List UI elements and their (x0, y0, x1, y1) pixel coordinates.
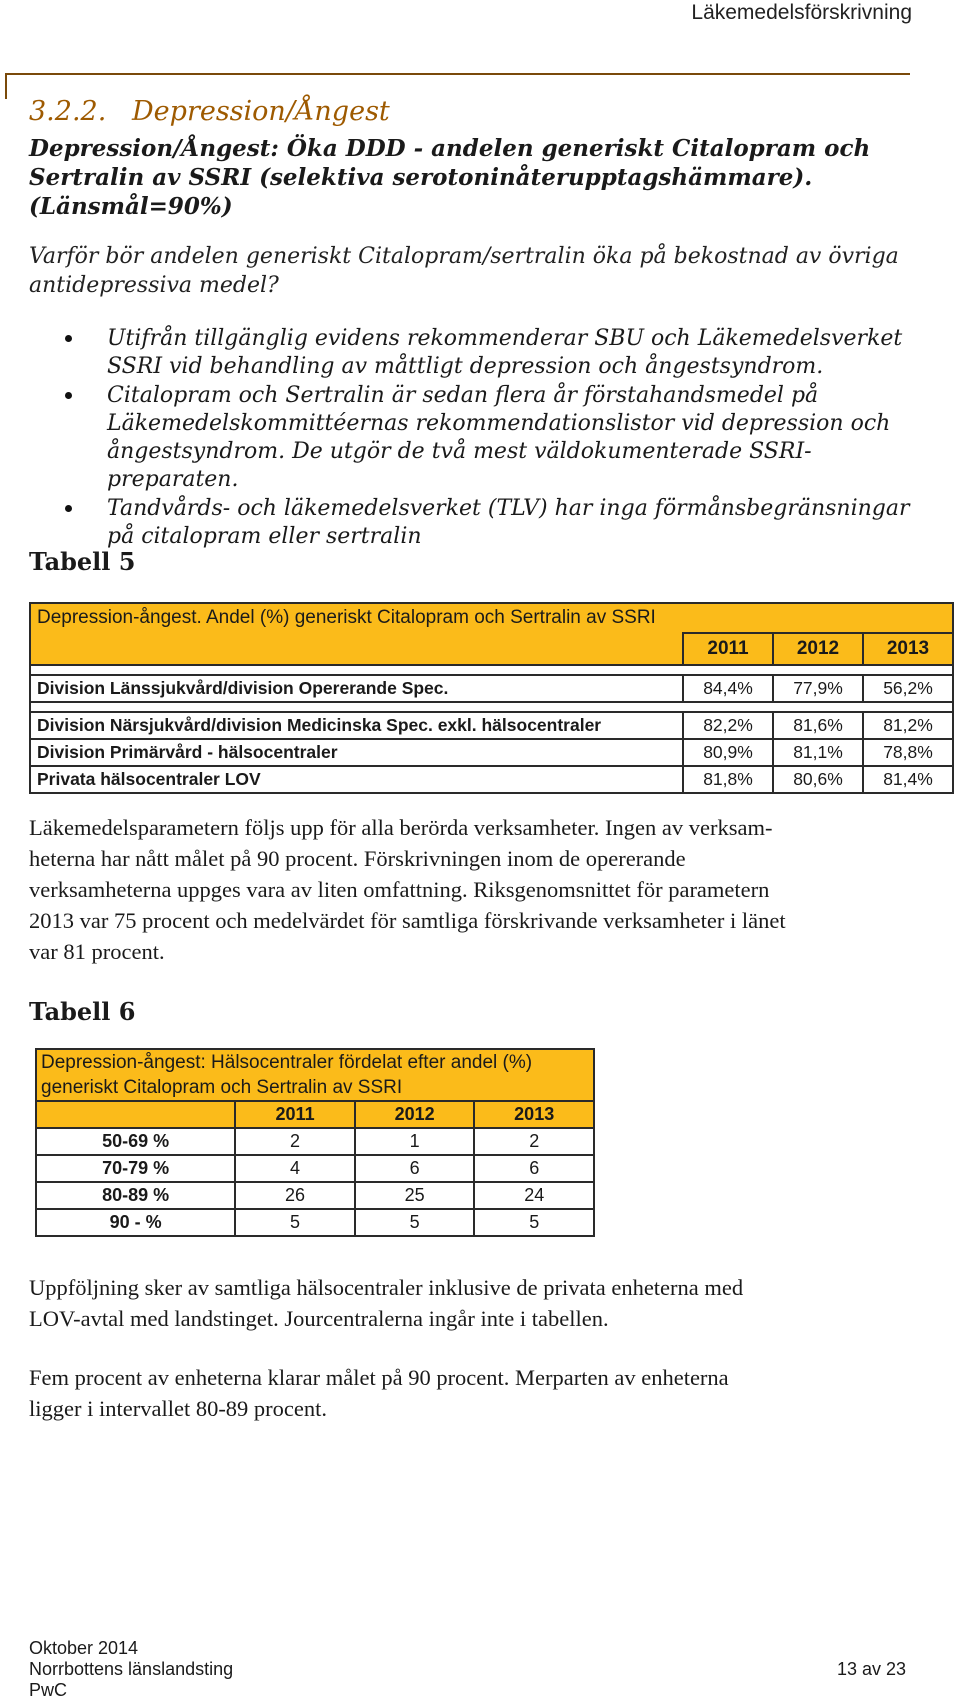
table5-cell: 80,9% (683, 739, 773, 766)
bullet-list (65, 325, 925, 552)
table6-year: 2011 (235, 1101, 355, 1128)
footer (29, 1638, 233, 1701)
paragraph-line: verksamheterna uppges vara av liten omfattning. Riksgenomsnittet för parametern (29, 877, 770, 902)
bullet-dot-icon (65, 335, 72, 342)
bullet-item: Tandvårds- och läkemedelsverket (TLV) har inga förmånsbegränsningar på citalopram eller sertralin (65, 495, 925, 551)
paragraph-follow-up (29, 812, 909, 967)
table5-cell: 81,4% (863, 766, 953, 793)
table6-cell: 1 (355, 1128, 475, 1155)
table5-cell: 78,8% (863, 739, 953, 766)
table6 (35, 1048, 595, 1237)
table6-band: 80-89 % (36, 1182, 235, 1209)
table-row (30, 739, 953, 766)
table-row (36, 1155, 594, 1182)
table6-title-line: Depression-ångest: Hälsocentraler fördelat efter andel (%) (36, 1049, 594, 1075)
paragraph-line: heterna har nått målet på 90 procent. Förskrivningen inom de opererande (29, 846, 686, 871)
table6-cell: 26 (235, 1182, 355, 1209)
table6-cell: 2 (235, 1128, 355, 1155)
table5 (29, 602, 954, 794)
table6-header-row (36, 1101, 594, 1128)
table5-cell: 56,2% (863, 675, 953, 702)
table6-label: Tabell 6 (29, 997, 136, 1026)
table5-cell: 82,2% (683, 712, 773, 739)
table5-row-label: Privata hälsocentraler LOV (30, 766, 683, 793)
paragraph-line: Läkemedelsparametern följs upp för alla berörda verksamheter. Ingen av verksam- (29, 815, 773, 840)
paragraph-line: LOV-avtal med landstinget. Jourcentralerna ingår inte i tabellen. (29, 1306, 609, 1331)
table5-cell: 77,9% (773, 675, 863, 702)
table6-cell: 6 (474, 1155, 594, 1182)
question-text: Varför bör andelen generiskt Citalopram/sertralin öka på bekostnad av övriga antidepressiva medel? (29, 244, 899, 298)
bullet-item: Citalopram och Sertralin är sedan flera år förstahandsmedel på Läkemedelskommittéernas rekommendationslistor vid depression och ångestsyndrom. De utgör de två mest väldokumenterade SSRI-preparaten. (65, 382, 925, 494)
table5-row-label: Division Närsjukvård/division Medicinska Spec. exkl. hälsocentraler (30, 712, 683, 739)
table6-cell: 5 (235, 1209, 355, 1236)
table6-title-line: generiskt Citalopram och Sertralin av SSRI (36, 1075, 594, 1101)
table5-cell: 81,6% (773, 712, 863, 739)
page-number: 13 av 23 (836, 1659, 906, 1679)
paragraph-line: Fem procent av enheterna klarar målet på 90 procent. Merparten av enheterna (29, 1365, 729, 1390)
footer-org: Norrbottens länslandsting (29, 1659, 234, 1679)
table6-cell: 25 (355, 1182, 475, 1209)
table6-band: 50-69 % (36, 1128, 235, 1155)
table6-band: 90 - % (36, 1209, 235, 1236)
table5-cell: 80,6% (773, 766, 863, 793)
table-row (30, 712, 953, 739)
table-row (30, 675, 953, 702)
table-row (36, 1128, 594, 1155)
table6-cell: 5 (355, 1209, 475, 1236)
table5-title-row (30, 603, 953, 633)
footer-firm: PwC (29, 1680, 68, 1700)
table-row (36, 1182, 594, 1209)
paragraph-line: ligger i intervallet 80-89 procent. (29, 1396, 328, 1421)
table5-row-label: Division Primärvård - hälsocentraler (30, 739, 683, 766)
table5-title: Depression-ångest. Andel (%) generiskt Citalopram och Sertralin av SSRI (30, 603, 953, 633)
bullet-dot-icon (65, 505, 72, 512)
goal-line: Sertralin av SSRI (selektiva serotoninåterupptagshämmare). (29, 164, 813, 191)
bullet-dot-icon (65, 392, 72, 399)
table6-year: 2013 (474, 1101, 594, 1128)
table6-header-blank (36, 1101, 235, 1128)
goal-statement (29, 134, 909, 221)
table6-cell: 5 (474, 1209, 594, 1236)
table6-title-row (36, 1075, 594, 1101)
table6-cell: 2 (474, 1128, 594, 1155)
table5-cell: 84,4% (683, 675, 773, 702)
table6-title-row (36, 1049, 594, 1075)
table6-cell: 4 (235, 1155, 355, 1182)
goal-line: Depression/Ångest: Öka DDD - andelen generiskt Citalopram och (29, 135, 871, 162)
table6-cell: 6 (355, 1155, 475, 1182)
table5-year: 2013 (863, 633, 953, 665)
goal-line: (Länsmål=90%) (29, 193, 233, 220)
header-rule (5, 73, 910, 75)
paragraph-line: Uppföljning sker av samtliga hälsocentraler inklusive de privata enheterna med (29, 1275, 744, 1300)
table5-cell: 81,8% (683, 766, 773, 793)
table5-label: Tabell 5 (29, 547, 136, 576)
table5-spacer (30, 702, 953, 712)
table5-header-blank (30, 633, 683, 665)
bullet-item: Utifrån tillgänglig evidens rekommenderar SBU och Läkemedelsverket SSRI vid behandling av måttligt depression och ångestsyndrom. (65, 325, 925, 381)
table5-row-label: Division Länssjukvård/division Opererande Spec. (30, 675, 683, 702)
table-row (36, 1209, 594, 1236)
footer-date: Oktober 2014 (29, 1638, 139, 1658)
table5-cell: 81,2% (863, 712, 953, 739)
table6-year: 2012 (355, 1101, 475, 1128)
paragraph-coverage (29, 1272, 909, 1334)
paragraph-line: 2013 var 75 procent och medelvärdet för samtliga förskrivande verksamheter i länet (29, 908, 786, 933)
table5-year: 2012 (773, 633, 863, 665)
running-header: Läkemedelsförskrivning (691, 1, 912, 24)
section-heading: 3.2.2. Depression/Ångest (29, 96, 390, 127)
table5-year: 2011 (683, 633, 773, 665)
header-rule-tick (5, 73, 7, 99)
table5-cell: 81,1% (773, 739, 863, 766)
table-row (30, 766, 953, 793)
table6-band: 70-79 % (36, 1155, 235, 1182)
paragraph-result (29, 1362, 909, 1424)
paragraph-line: var 81 procent. (29, 939, 165, 964)
table5-spacer (30, 665, 953, 675)
table5-header-row (30, 633, 953, 665)
table6-cell: 24 (474, 1182, 594, 1209)
